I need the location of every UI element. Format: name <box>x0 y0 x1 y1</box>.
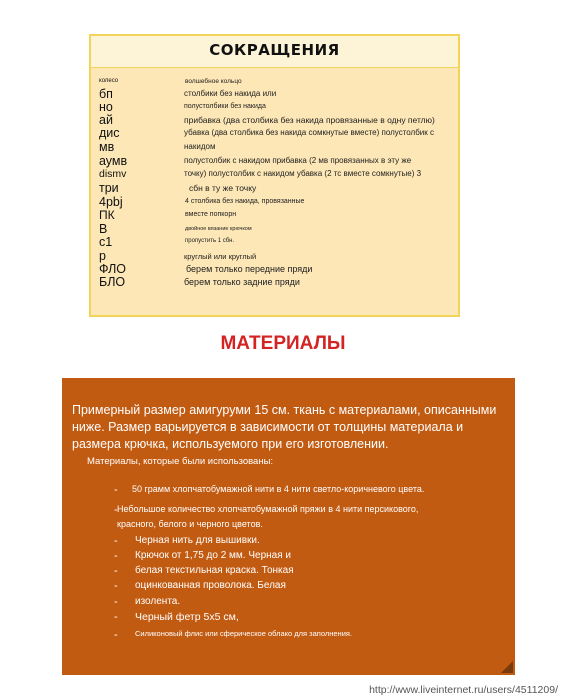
bullet-dash: - <box>114 535 118 547</box>
abbreviation-key: три <box>99 181 119 195</box>
page-curl-icon <box>501 661 513 673</box>
abbreviation-key: бп <box>99 87 113 101</box>
abbreviation-key: мв <box>99 140 115 154</box>
bullet-dash: - <box>114 565 118 577</box>
material-text: Силиконовый флис или сферическое облако для заполнения. <box>135 629 353 638</box>
material-text: Крючок от 1,75 до 2 мм. Черная и <box>135 550 292 561</box>
abbreviation-meaning: вместе попкорн <box>185 210 237 218</box>
abbreviation-key: колесо <box>99 78 119 84</box>
material-text: 50 грамм хлопчатобумажной нити в 4 нити светло-коричневого цвета. <box>132 484 425 494</box>
abbreviation-key: но <box>99 100 113 114</box>
abbreviation-meaning: пропустить 1 сбн. <box>185 238 235 245</box>
abbreviation-meaning: столбики без накида или <box>184 89 277 99</box>
bullet-dash: - <box>114 484 118 496</box>
bullet-dash: - <box>114 596 118 608</box>
abbreviation-meaning: круглый или круглый <box>184 251 257 261</box>
material-text: белая текстильная краска. Тонкая <box>135 565 294 576</box>
materials-used-label: Материалы, которые были использованы: <box>87 456 274 467</box>
abbreviation-key: ай <box>99 113 113 127</box>
source-url: http://www.liveinternet.ru/users/4511209/ <box>369 684 558 696</box>
material-text: Небольшое количество хлопчатобумажной пряжи в 4 нити персикового, <box>117 504 419 514</box>
abbreviation-meaning: берем только передние пряди <box>186 263 313 274</box>
material-text: изолента. <box>135 596 181 607</box>
abbreviation-key: с1 <box>99 235 113 249</box>
abbreviation-meaning: накидом <box>184 142 216 152</box>
material-text: Черная нить для вышивки. <box>135 535 260 546</box>
abbreviation-key: БЛО <box>99 275 126 289</box>
bullet-dash: - <box>114 629 118 641</box>
abbreviation-meaning: двойное вязание крючком <box>185 225 252 232</box>
abbreviations-title: СОКРАЩЕНИЯ <box>209 41 340 59</box>
abbreviation-key: ПК <box>99 208 115 222</box>
bullet-dash: - <box>114 580 118 592</box>
abbreviation-meaning: полустолбик с накидом прибавка (2 мв провязанных в эту же <box>184 156 412 166</box>
bullet-dash: - <box>114 611 118 623</box>
abbreviation-key: dismv <box>99 168 127 180</box>
abbreviation-key: аумв <box>99 154 128 168</box>
abbreviation-key: В <box>99 222 108 236</box>
bullet-dash: - <box>114 504 118 516</box>
abbreviation-meaning: полустолбики без накида <box>184 102 266 110</box>
abbreviation-key: дис <box>99 126 120 140</box>
material-text: красного, белого и черного цветов. <box>117 519 263 529</box>
abbreviation-key: 4pbj <box>99 195 123 209</box>
abbreviations-panel <box>89 34 460 317</box>
abbreviation-meaning: берем только задние пряди <box>184 276 300 287</box>
abbreviation-meaning: сбн в ту же точку <box>189 183 257 193</box>
materials-title: МАТЕРИАЛЫ <box>220 333 346 354</box>
abbreviation-meaning: точку) полустолбик с накидом убавка (2 тс вместе сомкнутые) 3 <box>184 169 422 179</box>
abbreviation-key: р <box>99 249 106 263</box>
abbreviations-header <box>91 36 458 68</box>
materials-panel <box>62 378 515 675</box>
abbreviation-meaning: 4 столбика без накида, провязанные <box>185 197 305 205</box>
abbreviation-key: ФЛО <box>99 262 127 276</box>
materials-intro: Примерный размер амигуруми 15 см. ткань с материалами, описанными ниже. Размер варьируется в зависимости от толщины материала и размера крючка, используемого при его изготовлении. <box>72 403 497 451</box>
material-text: Черный фетр 5х5 см, <box>135 611 239 623</box>
abbreviation-meaning: убавка (два столбика без накида сомкнутые вместе) полустолбик с <box>184 128 434 138</box>
material-text: оцинкованная проволока. Белая <box>135 580 286 591</box>
abbreviation-meaning: волшебное кольцо <box>185 77 242 85</box>
bullet-dash: - <box>114 550 118 562</box>
abbreviation-meaning: прибавка (два столбика без накида провязанные в одну петлю) <box>184 115 435 125</box>
